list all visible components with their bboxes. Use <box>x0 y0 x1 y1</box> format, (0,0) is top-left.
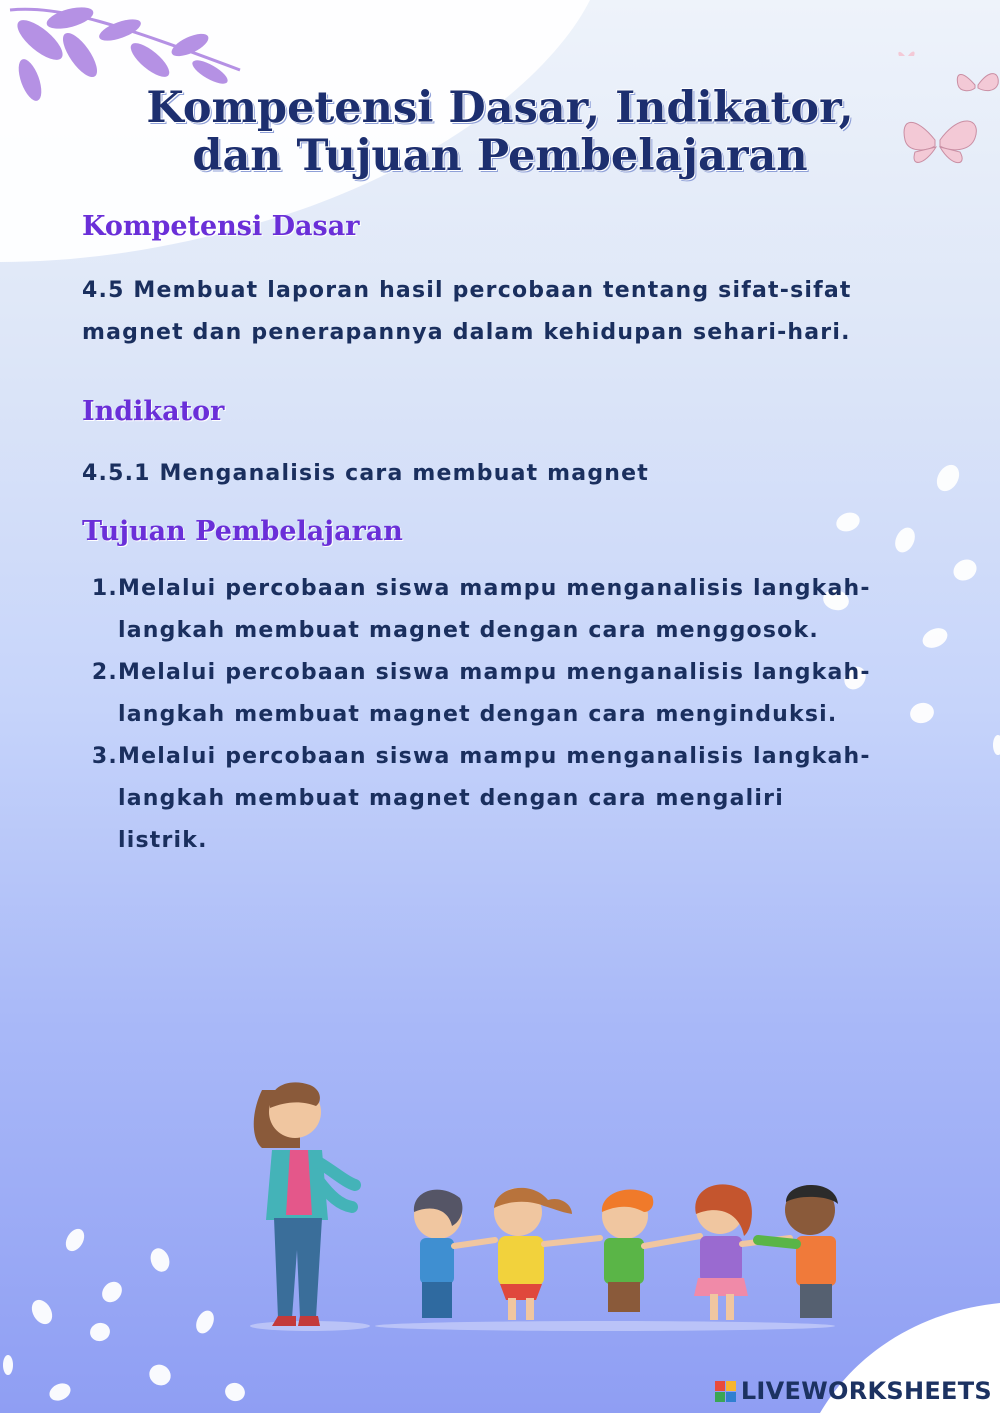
child-illustration-4 <box>694 1184 790 1320</box>
child-illustration-1 <box>414 1190 495 1318</box>
list-item-text: Melalui percobaan siswa mampu menganalisis langkah-langkah membuat magnet dengan cara menggosok. <box>118 576 871 643</box>
list-item-text: Melalui percobaan siswa mampu menganalisis langkah-langkah membuat magnet dengan cara menginduksi. <box>118 660 871 727</box>
petal-marks-bottom-left <box>3 1226 247 1404</box>
heading-indikator: Indikator <box>82 396 225 427</box>
text-indikator: 4.5.1 Menganalisis cara membuat magnet <box>82 461 650 486</box>
page-title-line-2: dan Tujuan Pembelajaran <box>192 131 808 181</box>
text-kompetensi-dasar: 4.5 Membuat laporan hasil percobaan tentang sifat-sifat magnet dan penerapannya dalam kehidupan sehari-hari. <box>82 278 852 345</box>
list-item <box>82 652 872 736</box>
list-item <box>82 736 872 862</box>
liveworksheets-icon <box>715 1381 736 1402</box>
liveworksheets-logo[interactable] <box>715 1371 992 1411</box>
list-item-number: 1. <box>91 576 118 601</box>
list-item-text: Melalui percobaan siswa mampu menganalisis langkah-langkah membuat magnet dengan cara mengaliri listrik. <box>118 744 871 853</box>
page-title-line-1: Kompetensi Dasar, Indikator, <box>146 83 854 133</box>
child-illustration-3 <box>602 1189 700 1312</box>
heading-tujuan-pembelajaran: Tujuan Pembelajaran <box>82 516 403 547</box>
liveworksheets-text: LIVEWORKSHEETS <box>740 1377 992 1405</box>
page-title <box>0 84 1000 180</box>
ground-shadows <box>250 1321 835 1331</box>
child-illustration-5 <box>758 1185 838 1318</box>
list-item <box>82 568 872 652</box>
list-item-number: 3. <box>91 744 118 769</box>
list-item-number: 2. <box>91 660 118 685</box>
child-illustration-2 <box>494 1188 600 1320</box>
butterfly-icon <box>898 51 914 56</box>
tujuan-list <box>82 568 872 862</box>
teacher-illustration <box>254 1082 355 1326</box>
heading-kompetensi-dasar: Kompetensi Dasar <box>82 211 360 242</box>
